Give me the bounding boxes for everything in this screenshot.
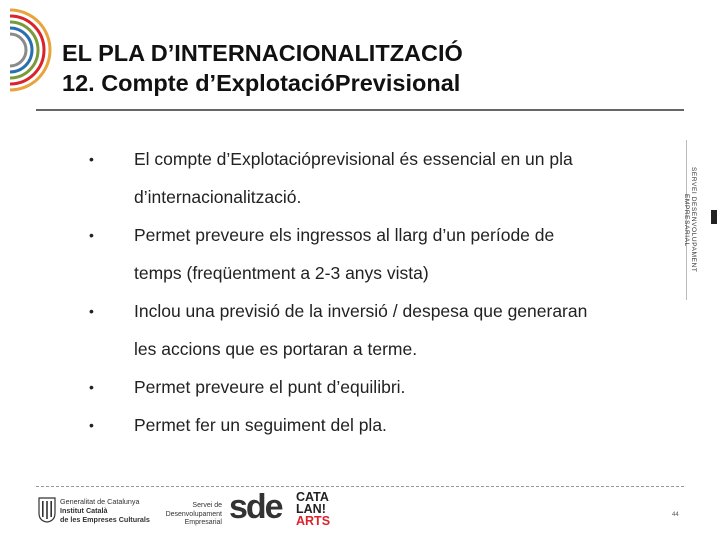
bullet-text-line: Permet preveure els ingressos al llarg d’un període de xyxy=(134,225,555,245)
bullet-item xyxy=(80,406,670,444)
bullet-list xyxy=(80,140,670,444)
bullet-item xyxy=(80,140,670,216)
bullet-item xyxy=(80,216,670,292)
title-divider xyxy=(36,109,684,111)
catalan-line: CATA xyxy=(296,490,329,504)
bullet-text-line: El compte d’Explotacióprevisional és essencial en un pla xyxy=(134,149,573,169)
title-line-2: 12. Compte d’ExplotacióPrevisional xyxy=(62,70,461,96)
bullet-item xyxy=(80,292,670,368)
bullet-symbol: • xyxy=(89,303,94,319)
page-title xyxy=(62,38,463,98)
side-marker-icon xyxy=(711,210,717,224)
side-label: SERVEI DESENVOLUPAMENT EMPRESARIAL xyxy=(683,167,697,273)
sde-subtitle xyxy=(162,502,222,528)
sde-sub-line: Servei de xyxy=(192,502,222,509)
bullet-text-line: Inclou una previsió de la inversió / despesa que generaran xyxy=(134,301,588,321)
catalan-arts-logo xyxy=(296,491,330,527)
gencat-shield-icon xyxy=(38,497,56,523)
bullet-text-line: les accions que es portaran a terme. xyxy=(134,339,418,359)
bullet-text-line: d’internacionalització. xyxy=(134,187,302,207)
footer-divider xyxy=(36,486,684,487)
bullet-symbol: • xyxy=(89,379,94,395)
bullet-text-line: temps (freqüentment a 2-3 anys vista) xyxy=(134,263,429,283)
decorative-arcs-logo xyxy=(0,0,60,120)
gencat-line: Generalitat de Catalunya xyxy=(60,497,140,506)
bullet-symbol: • xyxy=(89,151,94,167)
bullet-symbol: • xyxy=(89,417,94,433)
gencat-line: Institut Català xyxy=(60,506,108,515)
sde-sub-line: Empresarial xyxy=(184,519,222,526)
bullet-text-line: Permet fer un seguiment del pla. xyxy=(134,415,387,435)
sde-logo: sde xyxy=(229,488,282,526)
title-line-1: EL PLA D’INTERNACIONALITZACIÓ xyxy=(62,40,463,66)
gencat-line: de les Empreses Culturals xyxy=(60,515,150,524)
gencat-logo-text xyxy=(60,497,150,524)
catalan-line: ARTS xyxy=(296,514,331,528)
bullet-symbol: • xyxy=(89,227,94,243)
bullet-text-line: Permet preveure el punt d’equilibri. xyxy=(134,377,406,397)
bullet-item xyxy=(80,368,670,406)
sde-sub-line: Desenvolupament xyxy=(165,510,222,518)
page-number: 44 xyxy=(672,512,679,518)
catalan-line: LAN! xyxy=(296,502,326,516)
